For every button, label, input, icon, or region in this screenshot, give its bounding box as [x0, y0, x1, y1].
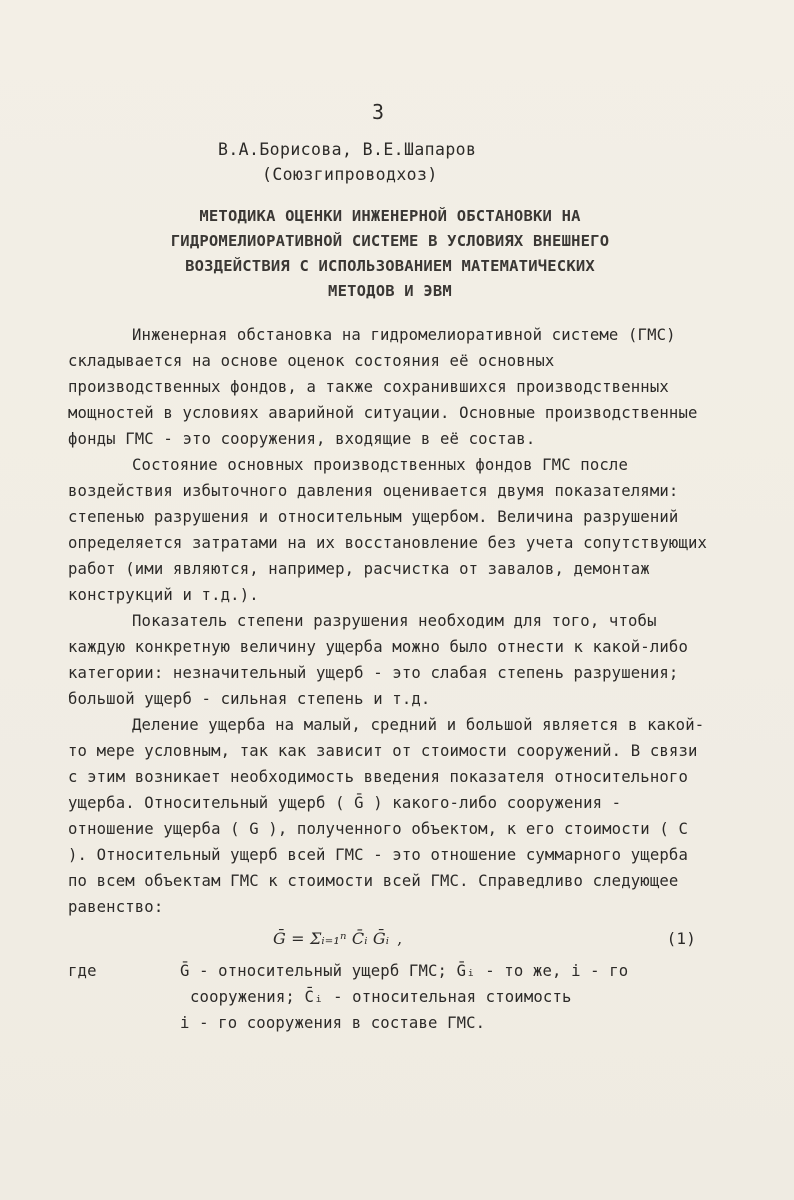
equation-number: (1) — [666, 929, 696, 948]
variable-definitions — [68, 958, 708, 1036]
organization: (Союзгипроводхоз) — [262, 165, 438, 184]
authors: В.А.Борисова, В.Е.Шапаров — [218, 140, 477, 159]
title-line: ВОЗДЕЙСТВИЯ С ИСПОЛЬЗОВАНИЕМ МАТЕМАТИЧЕСКИХ — [185, 257, 595, 275]
where-label: где — [68, 962, 97, 980]
equation — [68, 920, 708, 958]
paragraph: Инженерная обстановка на гидромелиоративной системе (ГМС) складывается на основе оценок состояния её основных производственных фондов, а также сохранившихся производственных мощностей в условиях аварийной ситуации. Основные производственные фонды ГМС - это сооружения, входящие в её состав. — [68, 326, 698, 448]
page-number: 3 — [372, 100, 385, 124]
definition-line: Ḡ - относительный ущерб ГМС; Ḡᵢ - то же, i - го — [180, 962, 629, 980]
definition-line: сооружения; C̄ᵢ - относительная стоимость — [190, 988, 572, 1006]
article-body — [68, 322, 708, 1036]
definition-line: i - го сооружения в составе ГМС. — [180, 1014, 486, 1032]
equation-comma: , — [397, 929, 403, 948]
article-title — [150, 204, 630, 304]
paragraph: Состояние основных производственных фондов ГМС после воздействия избыточного давления оценивается двумя показателями: степенью разрушения и относительным ущербом. Величина разрушений определяется затратами на их восстановление без учета сопутствующих работ (ими являются, например, расчистка от завалов, демонтаж конструкций и т.д.). — [68, 456, 708, 604]
equation-expression — [273, 926, 402, 952]
paragraph: Показатель степени разрушения необходим для того, чтобы каждую конкретную величину ущерба можно было отнести к какой-либо категории: незначительный ущерб - это слабая степень разрушения; большой ущерб - сильная степень и т.д. — [68, 612, 688, 708]
equation-text: Ḡ = Σᵢ₌₁ⁿ C̄ᵢ Ḡᵢ — [273, 929, 390, 948]
paragraph: Деление ущерба на малый, средний и большой является в какой-то мере условным, так как зависит от стоимости сооружений. В связи с этим возникает необходимость введения показателя относительного ущерба. Относительный ущерб ( Ḡ ) какого-либо сооружения - отношение ущерба ( G ), полученного объектом, к его стоимости ( C ). Относительный ущерб всей ГМС - это отношение суммарного ущерба по всем объектам ГМС к стоимости всей ГМС. Справедливо следующее равенство: — [68, 716, 705, 916]
title-line: МЕТОДОВ И ЭВМ — [328, 282, 452, 300]
title-line: ГИДРОМЕЛИОРАТИВНОЙ СИСТЕМЕ В УСЛОВИЯХ ВНЕШНЕГО — [170, 232, 610, 250]
title-line: МЕТОДИКА ОЦЕНКИ ИНЖЕНЕРНОЙ ОБСТАНОВКИ НА — [199, 207, 581, 225]
